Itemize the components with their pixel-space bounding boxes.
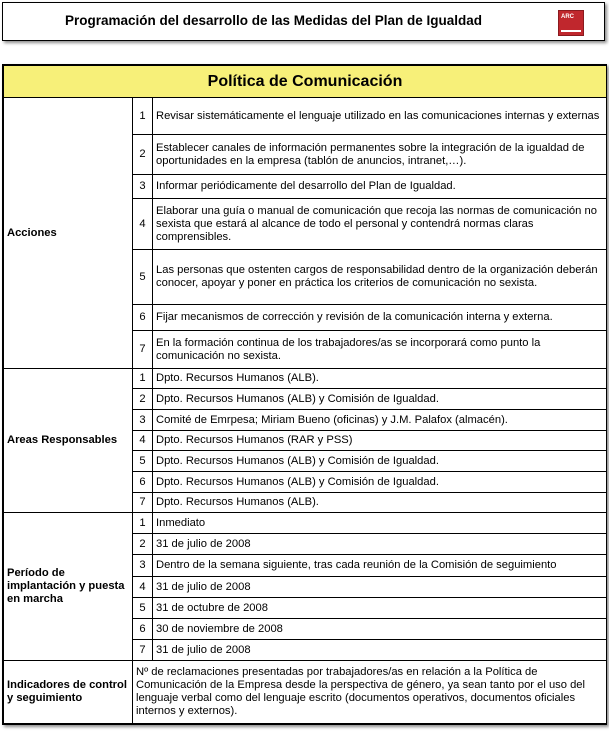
area-text: Dpto. Recursos Humanos (ALB). [153,369,607,389]
section-title-row [4,66,607,98]
row-number: 6 [133,619,153,640]
area-text: Dpto. Recursos Humanos (ALB) y Comisión de Igualdad. [153,389,607,410]
page-header [2,2,605,41]
period-text: 31 de julio de 2008 [153,640,607,661]
row-number: 3 [133,175,153,199]
logo-underline [561,30,581,32]
action-text: Elaborar una guía o manual de comunicación que recoja las normas de comunicación no sexista que estará al alcance de todo el personal y contendrá normas claras comprensibles. [153,199,607,250]
row-number: 5 [133,250,153,305]
logo-text: ARC [561,14,574,20]
action-text: Revisar sistemáticamente el lenguaje utilizado en las comunicaciones internas y externas [153,98,607,135]
table-row [4,513,607,534]
period-text: 31 de octubre de 2008 [153,598,607,619]
period-text: 31 de julio de 2008 [153,577,607,598]
period-text: 30 de noviembre de 2008 [153,619,607,640]
area-text: Dpto. Recursos Humanos (RAR y PSS) [153,431,607,451]
areas-label: Areas Responsables [4,369,133,513]
row-number: 4 [133,577,153,598]
row-number: 2 [133,135,153,175]
action-text: Establecer canales de información permanentes sobre la integración de la igualdad de oportunidades en la empresa (tablón de anuncios, intranet,…). [153,135,607,175]
area-text: Dpto. Recursos Humanos (ALB) y Comisión de Igualdad. [153,451,607,472]
acciones-label: Acciones [4,98,133,369]
row-number: 4 [133,199,153,250]
periodo-label: Período de implantación y puesta en marcha [4,513,133,661]
row-number: 5 [133,451,153,472]
row-number: 7 [133,640,153,661]
action-text: Las personas que ostenten cargos de responsabilidad dentro de la organización deberán conocer, apoyar y poner en práctica los criterios de comunicación no sexista. [153,250,607,305]
company-logo [558,10,584,36]
row-number: 2 [133,534,153,555]
period-text: 31 de julio de 2008 [153,534,607,555]
row-number: 3 [133,555,153,577]
row-number: 1 [133,369,153,389]
row-number: 6 [133,472,153,493]
row-number: 7 [133,331,153,369]
row-number: 7 [133,493,153,513]
indicator-text: Nº de reclamaciones presentadas por trabajadores/as en relación a la Política de Comunicación de la Empresa desde la perspectiva de género, ya sean tanto por el uso del lenguaje verbal como del lenguaje escrito (documentos operativos, documentos oficiales internos y externos). [133,661,607,724]
area-text: Comité de Emrpesa; Miriam Bueno (oficinas) y J.M. Palafox (almacén). [153,410,607,431]
table-row [4,661,607,724]
section-title: Política de Comunicación [4,66,607,98]
row-number: 2 [133,389,153,410]
row-number: 5 [133,598,153,619]
row-number: 1 [133,98,153,135]
action-text: Fijar mecanismos de corrección y revisión de la comunicación interna y externa. [153,305,607,331]
measures-table [3,65,607,724]
period-text: Dentro de la semana siguiente, tras cada reunión de la Comisión de seguimiento [153,555,607,577]
indicadores-label: Indicadores de control y seguimiento [4,661,133,724]
page-title: Programación del desarrollo de las Medidas del Plan de Igualdad [64,13,483,28]
action-text: En la formación continua de los trabajadores/as se incorporará como punto la comunicación no sexista. [153,331,607,369]
area-text: Dpto. Recursos Humanos (ALB) y Comisión de Igualdad. [153,472,607,493]
action-text: Informar periódicamente del desarrollo del Plan de Igualdad. [153,175,607,199]
measures-document [2,64,607,725]
table-row [4,98,607,135]
table-row [4,369,607,389]
row-number: 1 [133,513,153,534]
row-number: 3 [133,410,153,431]
row-number: 4 [133,431,153,451]
period-text: Inmediato [153,513,607,534]
row-number: 6 [133,305,153,331]
area-text: Dpto. Recursos Humanos (ALB). [153,493,607,513]
